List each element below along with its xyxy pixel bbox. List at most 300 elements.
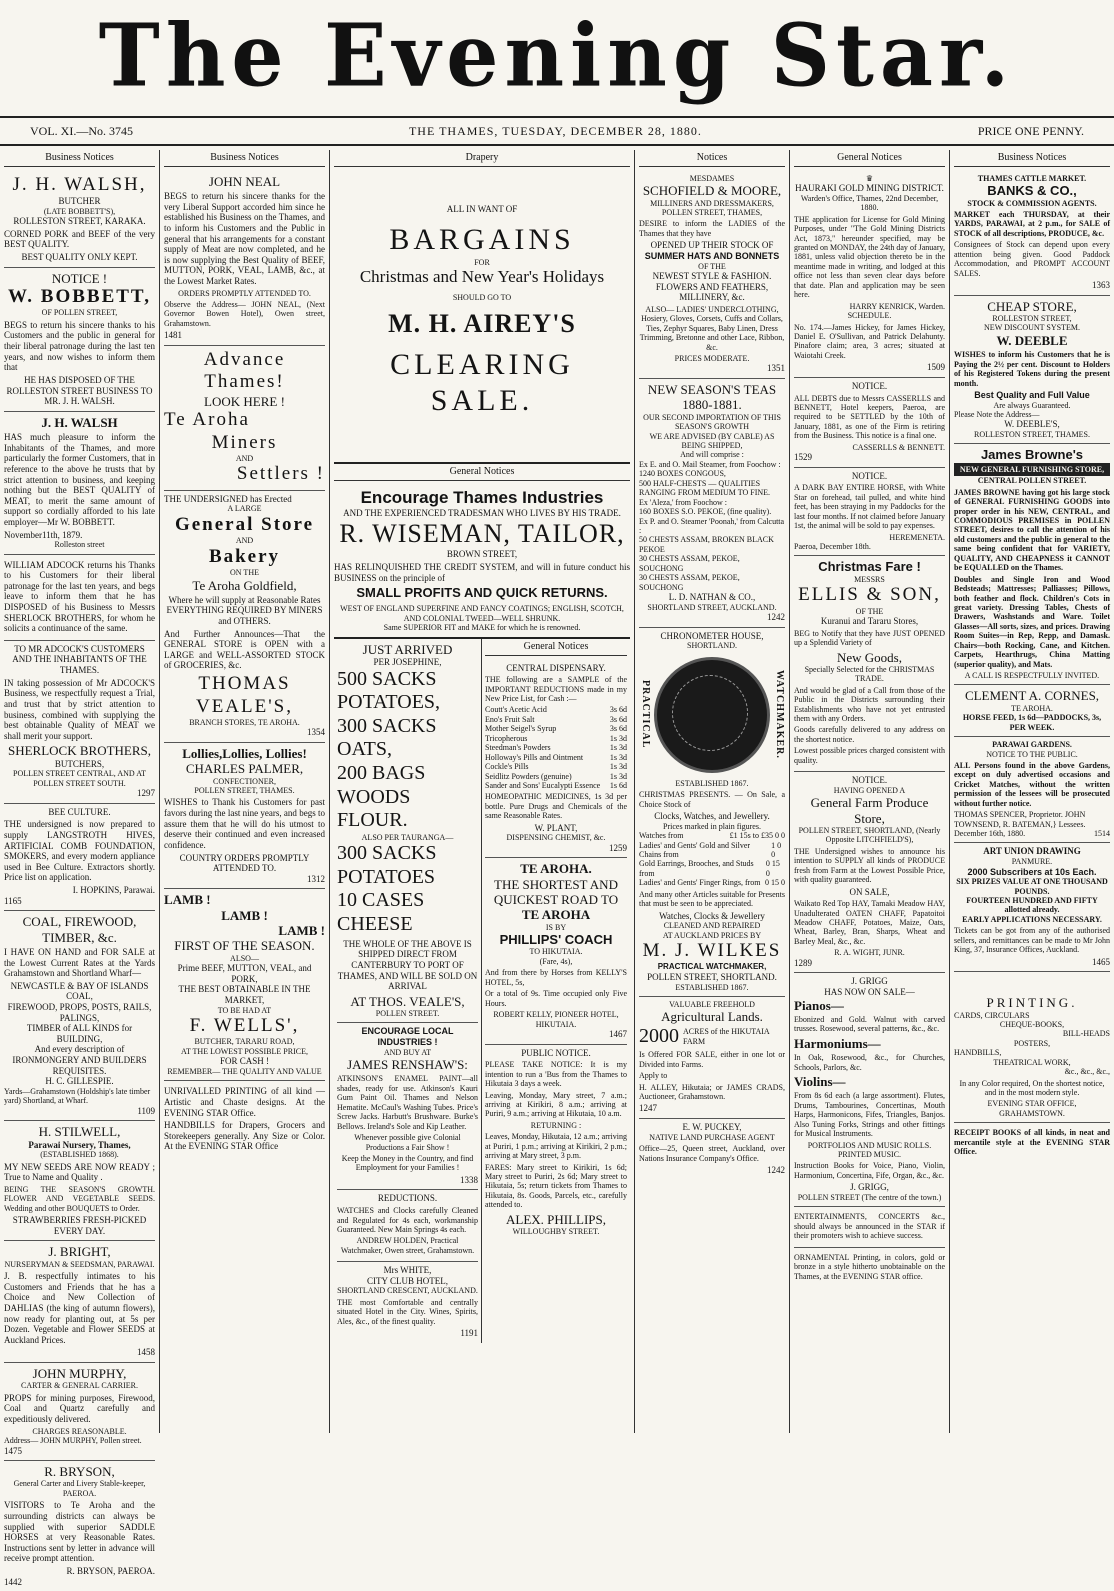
ad-text: Consignees of Stock can depend upon every attention being given. Good Paddock Accommodation, and PROMPT ACCOUNT SALES.: [954, 240, 1110, 278]
ad-line: 10 CASES CHEESE: [337, 889, 425, 936]
ad-text: HANDBILLS for Drapers, Grocers and Storekeepers generally. Any Size or Color. At the EVENING STAR Office: [164, 1120, 325, 1152]
item-name: Tricopherous: [485, 733, 528, 743]
clock-illustration: [639, 651, 785, 779]
ad-text: HAS RELINQUISHED THE CREDIT SYSTEM, and will in future conduct his BUSINESS on the principle of: [334, 561, 630, 583]
ad-line: PORTFOLIOS AND MUSIC ROLLS. PRINTED MUSIC.: [807, 1140, 932, 1159]
ad-name: ELLIS & SON,: [798, 584, 941, 606]
ad-text: BEG to Notify that they have JUST OPENED up a Splendid Variety of: [794, 628, 945, 648]
ad-line: CONFECTIONER,: [213, 776, 276, 786]
ad-title: CHRONOMETER HOUSE,: [660, 630, 764, 641]
ad-public-notice: [485, 1045, 627, 1241]
item-name: Watches from: [639, 831, 684, 841]
ad-line: H. C. GILLESPIE.: [45, 1076, 114, 1087]
ad-number: 1242: [767, 612, 785, 623]
item-price: 1s 3d: [609, 771, 627, 781]
ad-line: PRACTICAL WATCHMAKER,: [657, 962, 767, 972]
ad-line: CASSERLLS & BENNETT.: [852, 442, 945, 452]
column-heading: Business Notices: [4, 150, 155, 167]
ad-title: TE AROHA.: [520, 861, 592, 877]
ad-number: 1514: [1094, 829, 1110, 839]
price-row: [485, 724, 627, 733]
ad-line: Are always Guaranteed.: [993, 400, 1071, 410]
ad-text: Keep the Money in the Country, and find Employment for your Families !: [341, 1153, 474, 1173]
ad-line: 1240 BOXES CONGOUS,: [639, 469, 726, 479]
ad-airey: [334, 171, 630, 464]
ad-line: Ex E. and O. Mail Steamer, from Foochow :: [639, 459, 781, 469]
ad-line: 2000 Subscribers at 10s Each.: [967, 866, 1097, 877]
ad-murphy: [4, 1363, 155, 1461]
ad-parawai-gardens: [954, 737, 1110, 843]
price: PRICE ONE PENNY.: [977, 123, 1084, 138]
ad-adcock: [4, 555, 155, 641]
ad-line: HAS NOW ON SALE—: [824, 986, 915, 997]
ad-number: 1109: [137, 1105, 155, 1116]
ad-title: Encourage Thames Industries: [360, 487, 604, 507]
ad-bee-culture: [4, 804, 155, 911]
ad-line: LAMB !: [164, 892, 211, 908]
ad-name: W. DEEBLE: [996, 332, 1068, 348]
item-name: Steedman's Powders: [485, 743, 551, 753]
price-row: [639, 878, 785, 887]
ad-line: 30 CHESTS ASSAM, PEKOE, SOUCHONG: [639, 573, 740, 592]
ad-line: New Goods,: [837, 649, 902, 665]
ad-line: NEW GENERAL FURNISHING STORE,: [954, 463, 1110, 476]
ad-number: 1165: [4, 895, 22, 906]
ad-text: And from there by Horses from KELLY'S HOTEL, 5s,: [485, 968, 627, 987]
ad-number: 1242: [767, 1165, 785, 1176]
ad-printing: [954, 972, 1110, 1123]
ad-line: HORSE FEED, 1s 6d—PADDOCKS, 3s, PER WEEK.: [962, 713, 1102, 732]
ad-cornes: [954, 685, 1110, 737]
ad-text: WATCHES and Clocks carefully Cleaned and Regulated for 4s each, workmanship Guaranteed. New Main Springs 4s each.: [337, 1206, 478, 1234]
ad-line: PANMURE.: [1011, 857, 1053, 867]
ad-name: L. D. NATHAN & CO.,: [668, 592, 756, 602]
ad-line: SHOULD GO TO: [452, 293, 512, 303]
ad-line: SUMMER HATS AND BONNETS: [644, 250, 780, 261]
ad-line: ON SALE,: [849, 886, 890, 897]
ad-line: 30 CHESTS ASSAM, PEKOE, SOUCHONG: [639, 554, 740, 573]
ad-line: 1880-1881.: [682, 397, 742, 413]
ad-line: 500 HALF-CHESTS — QUALITIES RANGING FROM MEDIUM TO FINE.: [639, 478, 771, 498]
ad-walsh: [4, 171, 155, 268]
ad-general-store: [164, 491, 325, 743]
ad-line: HEREMENETA.: [889, 532, 945, 542]
ad-line: (Fare, 4s),: [539, 956, 573, 966]
ad-line: Te Aroha Goldfield,: [192, 577, 297, 593]
ad-name: CLEMENT A. CORNES,: [964, 688, 1100, 704]
ad-line: General Farm Produce Store,: [810, 795, 929, 826]
ad-text: Whenever possible give Colonial Productions a Fair Show !: [354, 1133, 461, 1152]
ad-name: BANKS & CO.,: [987, 183, 1077, 199]
split-section: [334, 639, 630, 1343]
ad-line: STOCK & COMMISSION AGENTS.: [967, 198, 1097, 208]
ad-line: OF THE: [855, 606, 884, 616]
ad-just-arrived: [337, 639, 478, 1024]
ad-line: Ex 'Aleza,' from Foochow :: [639, 497, 727, 507]
ad-bobbett: [4, 268, 155, 412]
ad-text: WILLIAM ADCOCK returns his Thanks to his Customers for their liberal patronage for the last ten years, and begs leave to inform them that he has DISPOSED of his Business to Messrs SHERLOCK BROTHERS, for whom he solicits a continuance of the same.: [4, 559, 155, 634]
ad-horse-notice: [794, 468, 945, 557]
ad-line: Prices marked in plain figures.: [663, 821, 761, 831]
ad-text: CORNED PORK and BEEF of the very BEST QUALITY.: [4, 228, 155, 250]
ad-text: And would be glad of a Call from those of the Public in the Districts surrounding their Establishments who have not yet entrusted them with any Orders.: [794, 685, 945, 724]
price-row: [485, 743, 627, 752]
ad-text: And Further Announces—That the GENERAL STORE is OPEN with a LARGE and WELL-ASSORTED STOCK of GROCERIES, &c.: [164, 628, 325, 671]
ad-text: PROPS for mining purposes, Firewood, Coal and Quartz carefully and expeditiously delivered.: [4, 1392, 155, 1425]
ad-line: ROLLESTON STREET BUSINESS TO: [6, 385, 153, 396]
ad-text: Or a total of 9s. Time occupied only Five Hours.: [485, 989, 627, 1008]
ad-name: PHILLIPS' COACH: [499, 932, 613, 948]
item-price: 0 15 0: [765, 878, 785, 888]
price-list: [485, 705, 627, 790]
ad-line: OF POLLEN STREET,: [41, 308, 118, 318]
item-price: 3s 6d: [609, 724, 627, 734]
ad-name: J. H. WALSH,: [12, 173, 147, 195]
ad-line: OUR SECOND IMPORTATION OF THIS SEASON'S GROWTH: [643, 412, 781, 432]
ad-line: FLOWERS AND FEATHERS, MILLINERY, &c.: [655, 281, 769, 303]
ad-title: NOTICE.: [851, 775, 888, 786]
ad-title: NEW SEASON'S TEAS: [647, 382, 777, 398]
ad-line: TE AROHA: [521, 907, 591, 923]
ad-line: AND: [235, 453, 254, 463]
ad-line: THE BEST OBTAINABLE IN THE MARKET,: [178, 984, 311, 1005]
ad-number: 1458: [137, 1347, 155, 1358]
ad-sherlock: [4, 641, 155, 804]
ad-line: SHORTLAND.: [687, 641, 737, 651]
ad-title: CHEAP STORE,: [987, 298, 1077, 314]
ad-line: EVENING STAR OFFICE,: [987, 1099, 1077, 1109]
ad-line: CARTER & GENERAL CARRIER.: [20, 1381, 138, 1391]
ad-line: HE HAS DISPOSED OF THE: [24, 374, 135, 385]
ad-line: CLEANED AND REPAIRED: [663, 921, 761, 931]
ad-number: 1467: [609, 1028, 627, 1039]
ad-footer: [954, 829, 1110, 838]
ad-number: 1354: [307, 727, 325, 738]
ad-name: CHARLES PALMER,: [185, 761, 304, 777]
ad-text: Instruction Books for Voice, Piano, Violin, Harmonium, Concertina, Fife, Organ, &c., &c.: [794, 1161, 945, 1180]
price-row: [485, 715, 627, 724]
ad-reductions: [337, 1190, 478, 1262]
ad-title: HAURAKI GOLD MINING DISTRICT.: [795, 183, 944, 194]
ad-name: SHERLOCK BROTHERS,: [7, 743, 152, 759]
clock-icon: [654, 657, 770, 773]
column-heading: Business Notices: [164, 150, 325, 167]
ad-number: 1509: [927, 362, 945, 373]
ad-te-aroha: [485, 858, 627, 1044]
ad-line: ACRES of the HIKUTAIA FARM: [683, 1027, 770, 1046]
ad-line: ROLLESTON STREET,: [992, 314, 1072, 323]
split-right: [482, 639, 630, 1343]
ad-text: Tickets can be got from any of the authorised sellers, and remittances can be made to Mr John King, 37, Insurance Offices, Auckland.: [954, 926, 1110, 955]
ad-line: TO HIKUTAIA.: [529, 947, 583, 957]
ad-text: HOMEOPATHIC MEDICINES, 1s 3d per bottle. Pure Drugs and Chemicals of the same Reasonable Rates.: [485, 792, 627, 821]
ad-line: NEWCASTLE & BAY OF ISLANDS COAL,: [10, 980, 149, 1002]
ad-line: SMALL PROFITS AND QUICK RETURNS.: [356, 585, 608, 601]
ad-line: NOTICE TO THE PUBLIC.: [986, 749, 1078, 759]
ad-puckey: [639, 1119, 785, 1180]
ad-line: 50 CHESTS ASSAM, BROKEN BLACK PEKOE: [639, 535, 774, 554]
ad-line: ALSO—: [230, 953, 259, 963]
ad-text: CHRISTMAS PRESENTS. — On Sale, a Choice Stock of: [639, 790, 785, 809]
ad-art-union: [954, 843, 1110, 972]
ad-line: NATIVE LAND PURCHASE AGENT: [649, 1132, 775, 1142]
ad-line: PRICES MODERATE.: [674, 353, 750, 363]
ad-text: PLEASE TAKE NOTICE: It is my intention to run a 'Bus from the Thames to Hikutaia 3 days a week.: [485, 1060, 627, 1089]
ad-line: Settlers !: [236, 463, 325, 485]
ad-line: Parawai Nursery, Thames,: [28, 1139, 131, 1150]
ad-line: ORDERS PROMPTLY ATTENDED TO.: [178, 288, 311, 298]
ad-title: NOTICE !: [51, 270, 108, 286]
ad-line: BUTCHER: [58, 196, 101, 207]
item-name: Gold Earrings, Brooches, and Studs from: [639, 859, 754, 878]
ad-coal: [4, 911, 155, 1121]
ad-line: HANDBILLS,: [954, 1048, 1002, 1058]
ad-number: 1529: [794, 452, 812, 463]
ad-line: Miners: [211, 431, 278, 453]
ad-line: SIX PRIZES VALUE AT ONE THOUSAND POUNDS.: [956, 877, 1108, 896]
ad-name: SCHOFIELD & MOORE,: [642, 183, 782, 199]
ad-title: ENCOURAGE LOCAL INDUSTRIES !: [361, 1026, 454, 1048]
item-name: Holloway's Pills and Ointment: [485, 752, 584, 762]
ad-line: Specially Selected for the CHRISTMAS TRADE.: [804, 664, 935, 684]
ad-line: POLLEN STREET.: [375, 1009, 440, 1019]
ad-name: E. W. PUCKEY,: [682, 1122, 742, 1133]
ad-line: CHEQUE-BOOKS,: [999, 1019, 1065, 1029]
ad-chronometer-house: [639, 628, 785, 997]
crest-icon: ♛: [865, 173, 874, 183]
ad-line: BUTCHERS,: [54, 758, 105, 769]
ad-text: In any Color required, On the shortest notice, and in the most modern style.: [959, 1078, 1105, 1098]
newspaper-title: The Evening Star.: [98, 5, 1016, 107]
ad-text: THE following are a SAMPLE of the IMPORTANT REDUCTIONS made in my New Price List, for Cash :—: [485, 675, 627, 704]
item-price: 1s 3d: [609, 733, 627, 743]
ad-title: REDUCTIONS.: [377, 1193, 438, 1204]
price-row: [485, 734, 627, 743]
ad-line: ALL IN WANT OF: [446, 203, 518, 214]
ad-ornamental: [794, 1248, 945, 1287]
ad-text: Doubles and Single Iron and Wood Bedsteads; Mattresses; Palliasses; Pillows, both feather and flock. Children's Cots in great variety. Dressing Tables, Chests of Drawers, Washstands and Ware. Toilet Glasses—All sorts, sizes, and prices. Drawing Room Suites—in Rep, Repp, and Damask. Chairs—both Rocking, Cane, and Kitchen. Carpets, Hearthrugs, China Matting (superior quality), and Mats.: [954, 574, 1110, 669]
ad-line: &c., &c., &c.,: [1064, 1067, 1110, 1077]
dateline: [0, 116, 1114, 146]
ad-line: AT AUCKLAND PRICES BY: [662, 930, 762, 940]
ad-name: J. BRIGHT,: [48, 1244, 111, 1260]
ad-line: CHARGES REASONABLE.: [32, 1426, 127, 1436]
ad-line: A CALL IS RESPECTFULLY INVITED.: [964, 671, 1100, 680]
ad-line: SHORTLAND CRESCENT, AUCKLAND.: [337, 1286, 478, 1296]
column-1: [0, 150, 160, 1587]
ad-line: STRAWBERRIES FRESH-PICKED EVERY DAY.: [12, 1215, 147, 1236]
ad-printing: [164, 1081, 325, 1158]
item-price: 3s 6d: [609, 714, 627, 724]
ad-line: Warden's Office, Thames, 22nd December, 1880.: [800, 193, 939, 213]
ad-text: THE Undersigned wishes to announce his intention to SUPPLY all kinds of PRODUCE fresh from Farm at the Lowest Possible Price, with quality guaranteed.: [794, 846, 945, 885]
volume-number: VOL. XI.—No. 3745: [30, 123, 133, 138]
ad-line: VALUABLE FREEHOLD: [669, 999, 755, 1009]
ad-city-club: [337, 1262, 478, 1343]
item-name: Mother Seigel's Syrup: [485, 724, 557, 734]
ad-text: Observe the Address— JOHN NEAL, (Next Governor Bowen Hotel), Owen street, Grahamstown.: [164, 300, 325, 328]
ad-line: TE AROHA.: [1011, 703, 1053, 713]
ad-number: 1475: [4, 1445, 22, 1456]
ad-line: Christmas and New Year's Holidays: [359, 267, 605, 287]
ad-name: W. PLANT,: [534, 822, 578, 833]
ad-line: POSTERS,: [1013, 1038, 1051, 1048]
ad-line: REMEMBER— THE QUALITY AND VALUE: [167, 1066, 322, 1076]
ad-renshaw: [337, 1023, 478, 1190]
ad-line: WE ARE ADVISED (BY CABLE) AS BEING SHIPPED,: [649, 431, 775, 450]
ad-line: BEST QUALITY ONLY KEPT.: [21, 252, 138, 263]
ad-title: JUST ARRIVED: [362, 641, 453, 657]
ad-text: UNRIVALLED PRINTING of all kind —Artistic and Chaste designs. At the EVENING STAR Office.: [164, 1086, 325, 1118]
ad-line: Harmoniums—: [794, 1035, 881, 1051]
ad-line: MILLINERS AND DRESSMAKERS,: [650, 198, 774, 208]
price-row: [639, 841, 785, 860]
split-left: [334, 639, 482, 1343]
ad-title: PUBLIC NOTICE.: [521, 1047, 591, 1058]
ad-title: Lollies,Lollies, Lollies!: [182, 745, 307, 761]
ad-title: ART UNION DRAWING: [983, 846, 1081, 857]
ad-number: 1191: [460, 1328, 478, 1339]
ad-line: TO BE HAD AT: [217, 1005, 272, 1015]
ad-line: NURSERYMAN & SEEDSMAN, PARAWAI.: [4, 1259, 155, 1269]
ad-line: POLLEN STREET CENTRAL, AND AT POLLEN STREET SOUTH.: [13, 769, 146, 788]
ad-bryson: [4, 1461, 155, 1591]
ad-name: ALEX. PHILLIPS,: [505, 1211, 607, 1227]
ad-text: BEGS to return his sincere thanks to his Customers and the public in general for their liberal patronage during the last ten years, and now wishes to inform them that: [4, 319, 155, 373]
ad-line: NEW DISCOUNT SYSTEM.: [984, 323, 1080, 333]
ad-line: November11th, 1879.: [4, 529, 83, 540]
ad-text: WISHES to Thank his Customers for past favors during the last nine years, and begs to assure them that he will do his utmost to deserve their continued and even increased confidence.: [164, 797, 325, 850]
ad-bright: [4, 1241, 155, 1363]
ad-line: ESTABLISHED 1867.: [675, 982, 749, 992]
ad-line: Please Note the Address—: [954, 410, 1040, 419]
ad-line: Yards—Grahamstown (Holdship's late timber yard) Shortland, at Wharf.: [4, 1086, 151, 1106]
ad-title: THAMES CATTLE MARKET.: [977, 173, 1087, 183]
ad-line: MR. J. H. WALSH.: [44, 396, 115, 407]
ad-line: MESSRS: [854, 574, 885, 584]
ad-text: MARKET each THURSDAY, at their YARDS, PARAWAI, at 2 p.m., for SALE of STOCK of all descriptions, PRODUCE, &c.: [954, 210, 1110, 238]
ad-line: AND THE EXPERIENCED TRADESMAN WHO LIVES BY HIS TRADE.: [343, 508, 621, 519]
column-3: [330, 150, 635, 1433]
item-price: 1s 3d: [609, 743, 627, 753]
ad-title: BEE CULTURE.: [48, 806, 111, 817]
ad-line: 300 SACKS POTATOES: [337, 842, 437, 888]
ad-line: Te Aroha: [164, 409, 250, 431]
ad-number: 1465: [1092, 956, 1110, 967]
ad-line: LOOK HERE !: [204, 393, 285, 409]
ad-number: 1338: [460, 1174, 478, 1185]
ad-advance-thames: [164, 346, 325, 491]
ad-line: FIRST OF THE SEASON.: [174, 938, 315, 954]
ad-title: COAL, FIREWOOD, TIMBER, &c.: [22, 914, 137, 945]
ad-name: JAMES RENSHAW'S:: [347, 1057, 468, 1073]
ad-line: WILLOUGHBY STREET.: [512, 1227, 600, 1237]
ad-line: HAVING OPENED A: [833, 785, 906, 795]
ad-line: CITY CLUB HOTEL,: [367, 1275, 448, 1286]
column-5: [790, 150, 950, 1433]
ad-line: Watches, Clocks & Jewellery: [659, 910, 765, 921]
ad-line: POLLEN STREET, THAMES,: [661, 208, 763, 217]
column-2: [160, 150, 330, 1433]
ad-text: Lowest possible prices charged consistent with quality.: [794, 746, 945, 765]
ad-lollies: [164, 743, 325, 889]
ad-text: In Oak, Rosewood, &c., for Churches, Schools, Parlors, &c.: [794, 1053, 945, 1072]
ad-entertainments: [794, 1207, 945, 1247]
ad-title: BARGAINS: [389, 223, 575, 257]
ad-text: Is Offered FOR SALE, either in one lot or Divided into Farms.: [639, 1050, 785, 1069]
ad-number: 1259: [609, 842, 627, 853]
ad-line: 160 BOXES S.O. PEKOE, (fine quality).: [639, 507, 772, 517]
ad-text: A DARK BAY ENTIRE HORSE, with White Star on forehead, tail pulled, and white hind feet, has been straying in my Paddocks for the last four months. If not claimed before January 1st, the animal will be sold to pay expenses.: [794, 483, 945, 531]
ad-line: TO MR ADCOCK'S CUSTOMERS AND THE INHABITANTS OF THE THAMES.: [12, 643, 147, 676]
ad-text: From 8s 6d each (a large assortment). Flutes, Drums, Tambourines, Concertinas, Mouth Harps, Harmonicons, Fifes, Triangles, Banjos. Also Tuning Forks, Strings and other fittings for Musical Instruments.: [794, 1091, 945, 1139]
column-heading: General Notices: [794, 150, 945, 167]
ad-title: CLEARING SALE.: [390, 348, 574, 417]
ad-number: 1442: [4, 1576, 22, 1587]
price-row: [639, 859, 785, 878]
ad-text: RECEIPT BOOKS of all kinds, in neat and mercantile style at the EVENING STAR Office.: [954, 1128, 1110, 1157]
ad-title: Bakery: [208, 545, 281, 567]
ad-line: POLLEN STREET, SHORTLAND.: [647, 971, 777, 982]
ad-title: PARAWAI GARDENS.: [992, 740, 1072, 750]
item-price: 1s 3d: [609, 762, 627, 772]
ad-text: ENTERTAINMENTS, CONCERTS &c., should always be announced in the STAR if their promoters wish to achieve success.: [794, 1212, 945, 1241]
ad-line: LAMB !: [221, 907, 268, 923]
ad-number: 1363: [1092, 280, 1110, 291]
ad-deeble: [954, 296, 1110, 445]
ad-line: OPENED UP THEIR STOCK OF: [650, 240, 774, 251]
ad-title: NOTICE.: [851, 470, 888, 481]
ad-name: R. WISEMAN, TAILOR,: [339, 518, 625, 548]
price-row: [485, 762, 627, 771]
ad-text: BEING THE SEASON'S GROWTH. FLOWER AND VEGETABLE SEEDS. Wedding and other BOUQUETS to Order.: [4, 1184, 155, 1213]
ad-line: CARDS, CIRCULARS: [954, 1010, 1030, 1020]
ad-lamb: [164, 889, 325, 1081]
ad-receipt-books: [954, 1123, 1110, 1162]
ad-debts-notice: [794, 378, 945, 468]
ad-number: 1312: [307, 873, 325, 884]
ad-line: Paeroa, December 18th.: [794, 541, 871, 551]
ad-line: BRANCH STORES, TE AROHA.: [189, 717, 300, 727]
ad-line: BUTCHER, TARARU ROAD,: [194, 1037, 295, 1047]
ad-text: Ebonized and Gold. Walnut with carved trusses. Rosewood, several patterns, &c., &c.: [794, 1014, 945, 1034]
ad-line: COUNTRY ORDERS PROMPTLY ATTENDED TO.: [179, 852, 310, 874]
ad-line: HARRY KENRICK, Warden.: [849, 301, 945, 311]
ad-line: Address— JOHN MURPHY, Pollen street.: [4, 1436, 142, 1446]
ad-grigg: [794, 973, 945, 1207]
ad-banks: [954, 171, 1110, 296]
ad-text: THE undersigned is now prepared to supply LANGSTROTH HIVES, ARTIFICIAL COMB FOUNDATION, SMOKERS, and every modern appliance used in Bee Culture. Extractors shortly. Price list on application.: [4, 819, 155, 883]
ad-name: J. GRIGG: [851, 976, 888, 987]
ad-title: Advance Thames!: [203, 348, 286, 393]
price-row: [485, 772, 627, 781]
ad-line: Violins—: [794, 1074, 846, 1089]
ad-dispensary: [485, 660, 627, 859]
ad-line: Rolleston street: [54, 540, 105, 550]
ad-browne: [954, 444, 1110, 685]
ad-line: Kuranui and Tararu Stores,: [820, 616, 919, 627]
ad-text: DESIRE to inform the LADIES of the Thames that they have: [639, 219, 785, 238]
ad-line: J. GRIGG,: [850, 1182, 889, 1193]
ad-line: December 16th, 1880.: [954, 829, 1026, 839]
ad-line: POLLEN STREET, THAMES.: [194, 786, 295, 796]
ad-text: No. 174.—James Hickey, for James Hickey, Daniel E. O'Sullivan, and Patrick Delahunty. Pinafore claim; area, 3 acres; situated at Waiotahi Creek.: [794, 322, 945, 360]
ad-text: Office—25, Queen street, Auckland, over Nations Insurance Company's Office.: [639, 1144, 785, 1163]
ad-text: ATKINSON'S ENAMEL PAINT—all shades, ready for use. Atkinson's Kauri Gum Paint Oil. Thames and Nelson Hematite. McCaul's Washing Tubes. Price's Screw Jacks. Harbutt's Brushware. Burke's Bellows. Ireland's Sole and Kip Leather.: [337, 1074, 478, 1131]
ad-line: THEATRICAL WORK,: [993, 1057, 1071, 1067]
ad-text: THE WHOLE OF THE ABOVE IS SHIPPED DIRECT FROM CANTERBURY TO PORT OF THAMES, AND WILL BE SOLD ON ARRIVAL: [337, 938, 478, 992]
item-name: Sander and Sons' Eucalypti Essence: [485, 780, 601, 790]
